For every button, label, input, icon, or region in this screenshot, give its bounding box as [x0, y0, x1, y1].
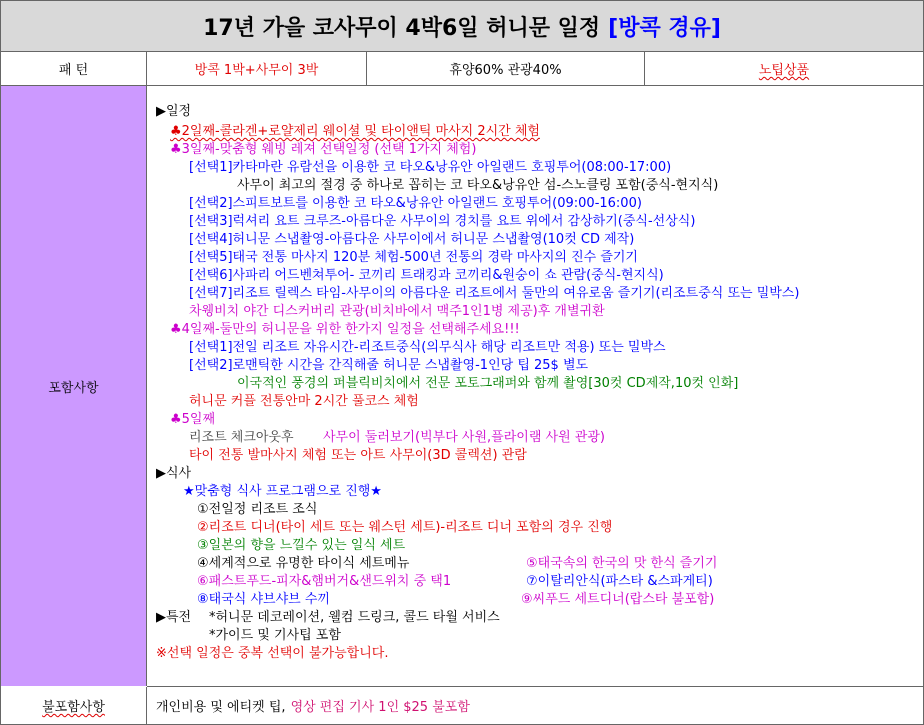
- section-itinerary: ▶일정: [156, 104, 192, 119]
- day4-line: ♣4일째-둘만의 허니문을 위한 한가지 일정을 선택해주세요!!!: [170, 322, 520, 337]
- excludes-label: [1, 687, 147, 724]
- day3-option7: [선택7]리조트 릴렉스 타임-사무이의 아름다운 리조트에서 둘만의 여유로움 즐기기(리조트중식 또는 밀박스): [189, 286, 800, 301]
- day3-option2: [선택2]스피트보트를 이용한 코 타오&낭유안 아일랜드 호핑투어(09:00-16:00): [189, 196, 642, 211]
- day4-option2: [선택2]로맨틱한 시간을 간직해줄 허니문 스냅촬영-1인당 팁 25$ 별도: [189, 358, 589, 373]
- meal-program-title: ★맞춤형 식사 프로그램으로 진행★: [183, 484, 382, 499]
- excludes-body: [147, 687, 923, 724]
- includes-label: 포함사항: [1, 86, 147, 686]
- day3-option1-detail: 사무이 최고의 절경 중 하나로 꼽히는 코 타오&낭유안 섬-스노클링 포함(중식-현지식): [237, 178, 719, 193]
- meal-1: ①전일정 리조트 조식: [197, 502, 318, 517]
- meal-8: ⑧태국식 샤브샤브 수끼: [197, 592, 330, 607]
- excludes-label-text: 불포함사항: [42, 700, 105, 715]
- pattern-product: [645, 52, 923, 85]
- day3-line: ♣3일째-맞춤형 웨빙 레져 선택일정 (선택 1가지 체험): [170, 142, 477, 157]
- day3-option6: [선택6]사파리 어드벤쳐투어- 코끼리 트래킹과 코끼리&원숭이 쇼 관람(중식-현지식): [189, 268, 664, 283]
- title-row: [1, 1, 923, 52]
- day2-text: ♣2일째-콜라겐+로얄제리 웨이셜 및 타이앤틱 마사지 2시간 체험: [170, 124, 540, 139]
- pattern-product-text: 노팁상품: [758, 63, 810, 78]
- meal-3: ③일본의 향을 느낄수 있는 일식 세트: [197, 538, 406, 553]
- page-title: 17년 가을 코사무이 4박6일 허니문 일정: [203, 15, 601, 41]
- day5-checkout: 리조트 체크아웃후: [189, 430, 294, 445]
- day2-line: [170, 123, 540, 141]
- pattern-row: [1, 52, 923, 86]
- day3-night-tour: 차웽비치 야간 디스커버리 관광(비치바에서 맥주1인1병 제공)후 개별귀환: [189, 304, 605, 319]
- meal-7: ⑦이탈리안식(파스타 &스파게티): [526, 574, 713, 589]
- excludes-video-fee: 영상 편집 기사 1인 $25 불포함: [290, 700, 470, 715]
- selection-note: ※선택 일정은 중복 선택이 불가능합니다.: [156, 646, 389, 661]
- day5-foot-massage: 타이 전통 발마사지 체험 또는 아트 사무이(3D 콜렉션) 관람: [189, 448, 527, 463]
- day3-option3: [선택3]럭셔리 요트 크루즈-아름다운 사무이의 경치를 요트 위에서 감상하기(중식-선상식): [189, 214, 696, 229]
- section-benefits: ▶특전: [156, 610, 192, 625]
- day4-option2-detail: 이국적인 풍경의 퍼블릭비치에서 전문 포토그래퍼와 함께 촬영[30컷 CD제작,10컷 인화]: [237, 376, 739, 391]
- day4-option1: [선택1]전일 리조트 자유시간-리조트중식(의무식사 해당 리조트만 적용) 또는 밀박스: [189, 340, 666, 355]
- pattern-ratio: 휴양60% 관광40%: [367, 52, 645, 85]
- includes-body: [147, 86, 923, 687]
- day4-massage: 허니문 커플 전통안마 2시간 풀코스 체험: [189, 394, 419, 409]
- title-accent: [방콕 경유]: [608, 15, 721, 41]
- day3-option5: [선택5]태국 전통 마사지 120분 체험-500년 전통의 경락 마사지의 진수 즐기기: [189, 250, 638, 265]
- pattern-label: 패 턴: [1, 52, 147, 85]
- pattern-nights: 방콕 1박+사무이 3박: [147, 52, 367, 85]
- meal-6: ⑥패스트푸드-피자&햄버거&샌드위치 중 택1: [197, 574, 452, 589]
- benefit-1: *허니문 데코레이션, 웰컴 드링크, 콜드 타월 서비스: [209, 610, 500, 625]
- day5-sightseeing: 사무이 둘러보기(빅부다 사원,플라이램 사원 관광): [323, 430, 605, 445]
- benefit-2: *가이드 및 기사팁 포함: [209, 628, 341, 643]
- day5-line: ♣5일째: [170, 412, 216, 427]
- meal-9: ⑨씨푸드 세트디너(랍스타 불포함): [521, 592, 715, 607]
- day3-option4: [선택4]허니문 스냅촬영-아름다운 사무이에서 허니문 스냅촬영(10컷 CD 제작): [189, 232, 635, 247]
- excludes-text: 개인비용 및 에티켓 팁,: [156, 700, 286, 715]
- meal-5: ⑤태국속의 한국의 맛 한식 즐기기: [526, 556, 718, 571]
- meal-4: ④세계적으로 유명한 타이식 세트메뉴: [197, 556, 410, 571]
- section-meals: ▶식사: [156, 466, 192, 481]
- meal-2: ②리조트 디너(타이 세트 또는 웨스턴 세트)-리조트 디너 포함의 경우 진행: [197, 520, 613, 535]
- day3-option1: [선택1]카타마란 유람선을 이용한 코 타오&낭유안 아일랜드 호핑투어(08:00-17:00): [189, 160, 672, 175]
